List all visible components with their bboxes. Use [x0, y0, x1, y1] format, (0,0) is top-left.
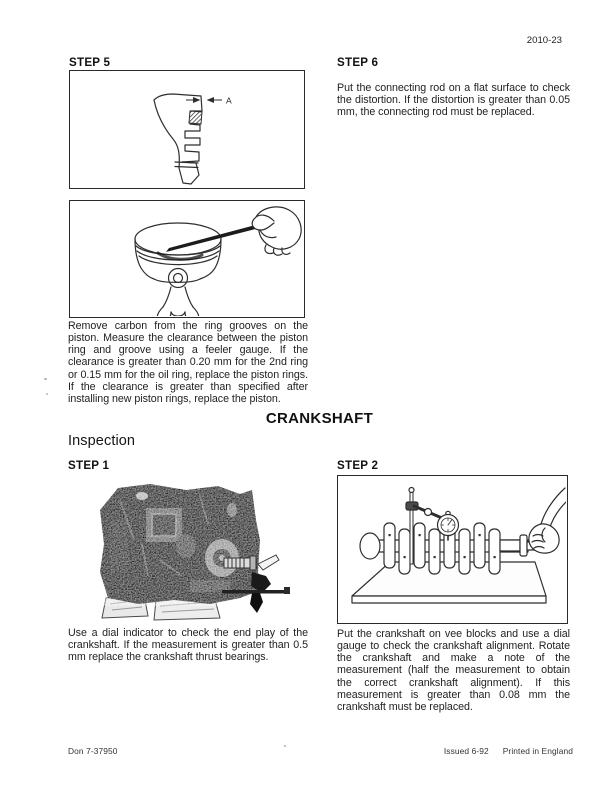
- scan-artifact: [46, 393, 48, 395]
- piston-outline: [154, 94, 202, 184]
- page-number: 2010-23: [526, 35, 562, 46]
- scan-artifact: [44, 378, 47, 380]
- dimension-label: A: [226, 95, 232, 106]
- step6-label: STEP 6: [337, 56, 379, 69]
- piston-feeler-gauge-drawing: [70, 201, 303, 316]
- engine-block-photo-svg: [90, 480, 302, 622]
- ring-groove-note: Remove carbon from the ring grooves on the piston. Measure the clearance between the piston ring and groove using a feeler gauge. If the clearance is greater than 0.20 mm for the 2nd ring or 0.15 mm for the oil ring, replace the piston rings. If the clearance is greater than specified after installing new piston rings, replace the piston.: [68, 320, 308, 405]
- crankshaft-heading: CRANKSHAFT: [265, 410, 374, 427]
- engine-block-mass: [96, 482, 264, 606]
- step1-body: Use a dial indicator to check the end play of the crankshaft. If the measurement is greater than 0.5 mm replace the crankshaft thrust bearings.: [68, 627, 308, 664]
- footer-issued: Issued 6-92: [443, 746, 489, 756]
- piston-cross-section-drawing: [70, 71, 303, 187]
- step2-label: STEP 2: [337, 459, 379, 472]
- scan-artifact: [284, 745, 286, 747]
- engine-block-photo: [90, 480, 302, 622]
- footer-right: [444, 746, 573, 756]
- inspection-subheading: Inspection: [68, 433, 136, 449]
- dimension-arrow: [186, 98, 222, 102]
- step5-label: STEP 5: [69, 56, 111, 69]
- footer-printed: Printed in England: [502, 746, 573, 756]
- hand: [529, 488, 566, 553]
- connecting-rod: [157, 287, 199, 316]
- crankshaft-vee-blocks-drawing: [338, 476, 566, 622]
- step1-label: STEP 1: [68, 459, 110, 472]
- piston-cross-section-figure: [69, 70, 305, 189]
- piston-crown: [135, 223, 221, 288]
- step2-body: Put the crankshaft on vee blocks and use a dial gauge to check the crankshaft alignment. Rotate the crankshaft and make a note of the measurement (half the measurement to obtain the correct crankshaft alignment). If this measurement is greater than 0.08 mm the crankshaft must be replaced.: [337, 628, 570, 713]
- hand: [252, 207, 301, 255]
- piston-ring-hatched: [189, 111, 202, 124]
- crankshaft-vee-blocks-figure: [337, 475, 568, 624]
- piston-feeler-gauge-figure: [69, 200, 305, 318]
- step6-body: Put the connecting rod on a flat surface to check the distortion. If the distortion is greater than 0.05 mm, the connecting rod must be replaced.: [337, 82, 570, 119]
- footer-print-code: Don 7-37950: [68, 746, 118, 756]
